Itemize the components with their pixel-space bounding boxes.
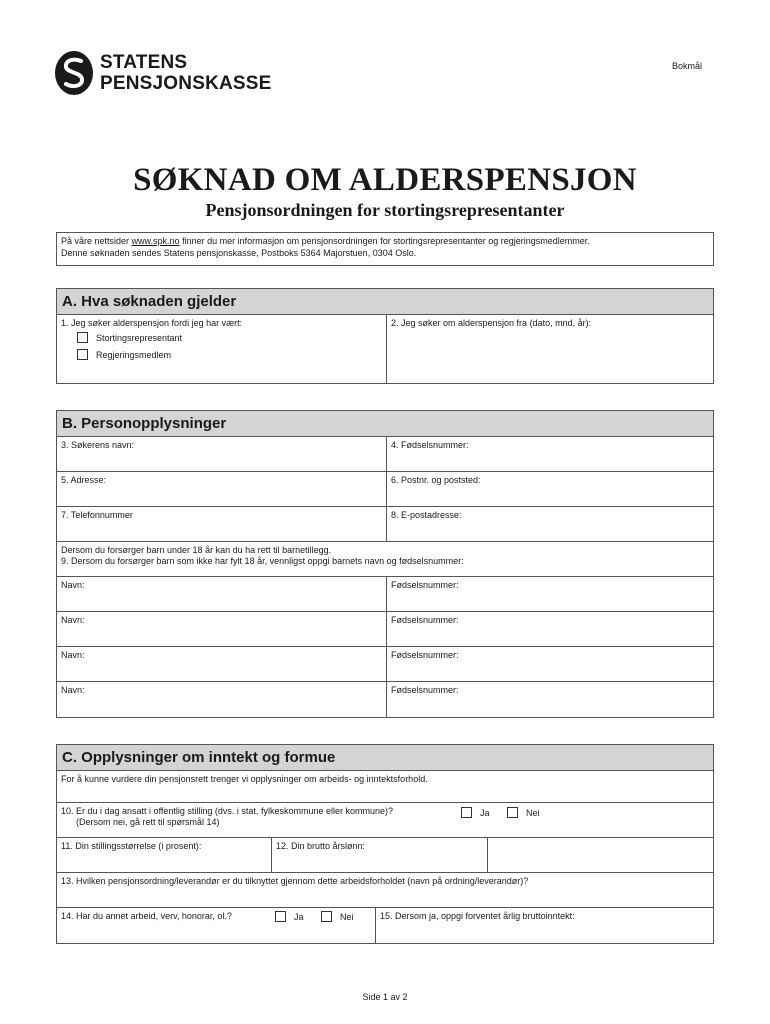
address-field[interactable] — [57, 472, 386, 506]
logo-line1: STATENS — [100, 52, 188, 73]
children-line1: Dersom du forsørger barn under 18 år kan du ha rett til barnetillegg. — [61, 545, 332, 555]
child-name-field[interactable] — [57, 612, 386, 646]
child-name-field[interactable] — [57, 577, 386, 611]
row-contact — [57, 507, 713, 542]
form-title: SØKNAD OM ALDERSPENSJON — [133, 162, 637, 198]
child-row — [57, 577, 713, 612]
postcode-field[interactable] — [386, 472, 713, 506]
q10-yes-label: Ja — [480, 807, 490, 818]
q14-yes-option — [275, 911, 304, 922]
row-q14-q15 — [57, 908, 713, 943]
q2-field[interactable] — [386, 315, 713, 383]
section-c — [56, 744, 714, 944]
child-row — [57, 647, 713, 682]
child-ssn-field[interactable] — [386, 577, 713, 611]
q14-no-label: Nei — [340, 911, 354, 922]
empty-cell — [487, 838, 713, 872]
q14-cell — [57, 908, 375, 943]
child-name-label: Navn: — [61, 580, 85, 590]
q14-label: 14. Har du annet arbeid, verv, honorar, ol.? — [61, 911, 232, 921]
applicant-ssn-field[interactable] — [386, 437, 713, 471]
stortingsrepresentant-label: Stortingsrepresentant — [96, 332, 183, 343]
expected-income-field[interactable] — [375, 908, 713, 943]
q1-cell — [57, 315, 386, 383]
form-subtitle: Pensjonsordningen for stortingsrepresentanter — [205, 200, 565, 220]
q10-yes-option — [461, 807, 490, 818]
q8-label: 8. E-postadresse: — [391, 510, 462, 520]
q2-label: 2. Jeg søker om alderspensjon fra (dato, mnd, år): — [391, 318, 592, 328]
q3-label: 3. Søkerens navn: — [61, 440, 135, 450]
q1-label: 1. Jeg søker alderspensjon fordi jeg har vært: — [61, 318, 243, 328]
stortingsrepresentant-checkbox[interactable] — [77, 332, 88, 343]
language-label: Bokmål — [672, 61, 703, 71]
logo-text — [100, 52, 272, 94]
child-ssn-label: Fødselsnummer: — [391, 615, 459, 625]
q14-no-checkbox[interactable] — [321, 911, 332, 922]
row-intro — [57, 771, 713, 803]
child-row — [57, 612, 713, 647]
section-c-intro: For å kunne vurdere din pensjonsrett trenger vi opplysninger om arbeids- og inntektsforhold. — [61, 774, 428, 784]
child-ssn-field[interactable] — [386, 647, 713, 681]
logo-line2: PENSJONSKASSE — [100, 73, 272, 94]
child-row — [57, 682, 713, 717]
option-regjeringsmedlem — [77, 349, 171, 360]
q11-label: 11. Din stillingsstørrelse (i prosent): — [61, 841, 202, 851]
q10-no-checkbox[interactable] — [507, 807, 518, 818]
row-address — [57, 472, 713, 507]
pension-provider-field[interactable] — [57, 873, 713, 907]
intro-cell — [57, 771, 713, 802]
spk-logo — [54, 50, 272, 96]
section-a-heading: A. Hva søknaden gjelder — [57, 289, 713, 315]
info-box — [56, 232, 714, 266]
row-name-ssn — [57, 437, 713, 472]
gross-salary-field[interactable] — [271, 838, 487, 872]
phone-field[interactable] — [57, 507, 386, 541]
info-line1-post: finner du mer informasjon om pensjonsordningen for stortingsrepresentanter og regjeringsmedlemmer. — [179, 236, 590, 246]
child-name-field[interactable] — [57, 647, 386, 681]
info-line2: Denne søknaden sendes Statens pensjonskasse, Postboks 5364 Majorstuen, 0304 Oslo. — [61, 248, 417, 258]
child-ssn-field[interactable] — [386, 682, 713, 717]
row-q13[interactable] — [57, 873, 713, 908]
spk-logo-icon — [54, 50, 94, 96]
child-ssn-field[interactable] — [386, 612, 713, 646]
q10-no-label: Nei — [526, 807, 540, 818]
q14-yes-checkbox[interactable] — [275, 911, 286, 922]
row-children-info — [57, 542, 713, 577]
children-info-cell — [57, 542, 713, 576]
q4-label: 4. Fødselsnummer: — [391, 440, 469, 450]
q13-label: 13. Hvilken pensjonsordning/leverandør er du tilknyttet gjennom dette arbeidsforholdet (navn på ordning/leverandør)? — [61, 876, 529, 886]
info-line1-pre: På våre nettsider — [61, 236, 132, 246]
child-name-label: Navn: — [61, 685, 85, 695]
q10-line2: (Dersom nei, gå rett til spørsmål 14) — [76, 817, 220, 827]
children-line2: 9. Dersom du forsørger barn som ikke har fylt 18 år, vennligst oppgi barnets navn og fødselsnummer: — [61, 556, 464, 566]
child-ssn-label: Fødselsnummer: — [391, 650, 459, 660]
spk-link[interactable]: www.spk.no — [131, 236, 180, 246]
section-a — [56, 288, 714, 384]
child-ssn-label: Fødselsnummer: — [391, 685, 459, 695]
regjeringsmedlem-checkbox[interactable] — [77, 349, 88, 360]
q10-cell — [57, 803, 713, 837]
q7-label: 7. Telefonnummer — [61, 510, 133, 520]
q12-label: 12. Din brutto årslønn: — [276, 841, 366, 851]
section-a-row — [57, 315, 713, 383]
section-b-heading: B. Personopplysninger — [57, 411, 713, 437]
q5-label: 5. Adresse: — [61, 475, 107, 485]
child-name-label: Navn: — [61, 650, 85, 660]
option-stortingsrepresentant — [77, 332, 182, 343]
q14-yes-label: Ja — [294, 911, 304, 922]
section-b — [56, 410, 714, 718]
q14-no-option — [321, 911, 354, 922]
q15-label: 15. Dersom ja, oppgi forventet årlig bruttoinntekt: — [380, 911, 575, 921]
child-name-field[interactable] — [57, 682, 386, 717]
q10-line1: 10. Er du i dag ansatt i offentlig stilling (dvs. i stat, fylkeskommune eller kommune)? — [61, 806, 393, 816]
position-percent-field[interactable] — [57, 838, 271, 872]
regjeringsmedlem-label: Regjeringsmedlem — [96, 349, 172, 360]
row-q11-q12 — [57, 838, 713, 873]
row-q10 — [57, 803, 713, 838]
page-number: Side 1 av 2 — [362, 992, 408, 1002]
child-name-label: Navn: — [61, 615, 85, 625]
child-ssn-label: Fødselsnummer: — [391, 580, 459, 590]
q10-no-option — [507, 807, 540, 818]
q6-label: 6. Postnr. og poststed: — [391, 475, 481, 485]
email-field[interactable] — [386, 507, 713, 541]
q10-yes-checkbox[interactable] — [461, 807, 472, 818]
applicant-name-field[interactable] — [57, 437, 386, 471]
section-c-heading: C. Opplysninger om inntekt og formue — [57, 745, 713, 771]
